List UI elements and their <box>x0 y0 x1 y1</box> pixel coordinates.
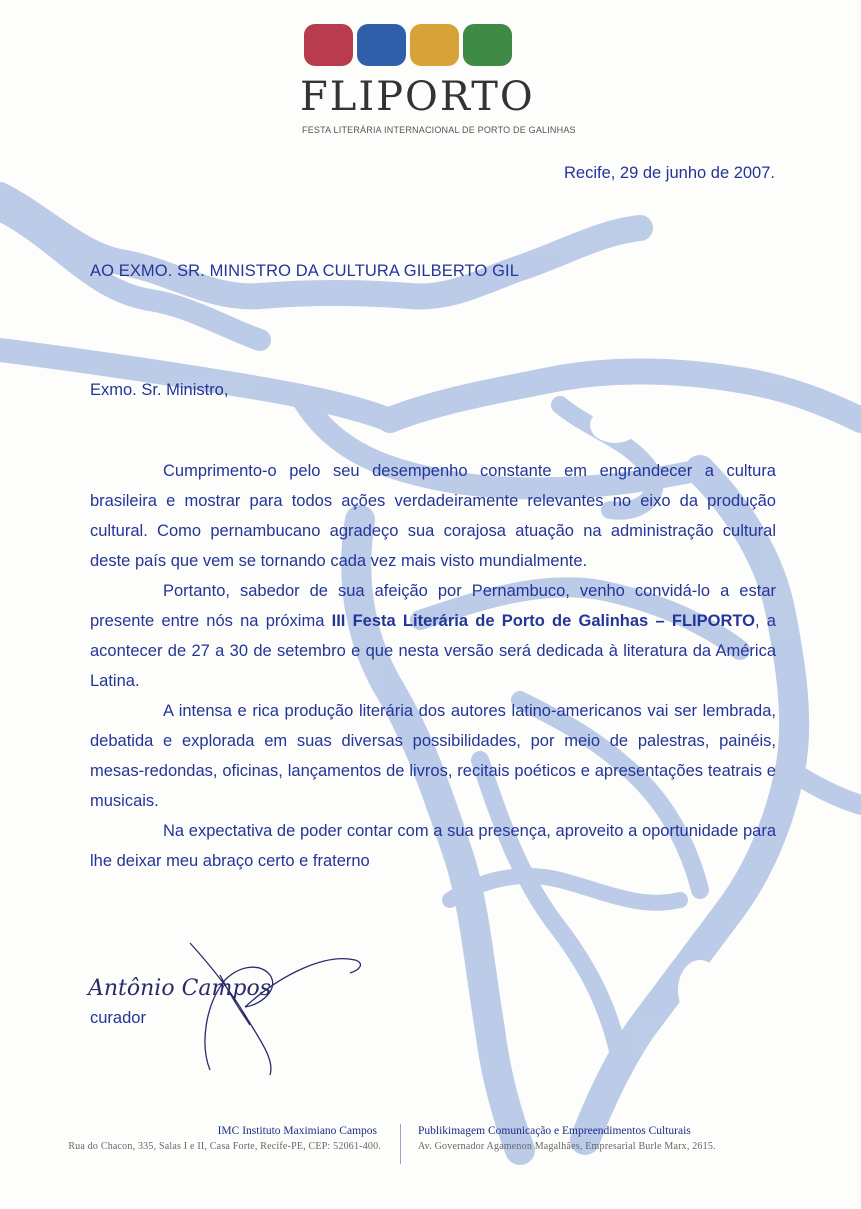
paragraph-2-rest: , a acontecer de 27 a 30 de setembro e que nesta versão será dedicada à literatura da América Latina. <box>90 612 776 690</box>
signer-name: Antônio Campos <box>88 976 272 1001</box>
logo-subtitle: FESTA LITERÁRIA INTERNACIONAL DE PORTO DE GALINHAS <box>302 125 576 135</box>
logo-tile-yellow <box>410 24 459 66</box>
map-lake-4 <box>678 960 722 1020</box>
logo-color-tiles <box>304 24 512 66</box>
map-lake-1 <box>590 407 640 443</box>
letter-date: Recife, 29 de junho de 2007. <box>564 164 775 182</box>
footer-imc-name: IMC Instituto Maximiano Campos <box>217 1125 377 1137</box>
logo-tile-blue <box>357 24 406 66</box>
handwritten-signature <box>150 935 370 1080</box>
footer-publikimagem-address: Av. Governador Agamenon Magalhães, Empresarial Burle Marx, 2615. <box>418 1141 716 1152</box>
letter-paragraph-2 <box>90 576 776 696</box>
logo-tile-green <box>463 24 512 66</box>
footer-divider <box>400 1124 401 1164</box>
signer-role: curador <box>90 1009 146 1027</box>
map-coast-southeast <box>790 770 861 805</box>
footer-imc-address: Rua do Chacon, 335, Salas I e II, Casa Forte, Recife-PE, CEP: 52061-400. <box>68 1141 381 1152</box>
letter-paragraph-1: Cumprimento-o pelo seu desempenho constante em engrandecer a cultura brasileira e mostrar para todos ações verdadeiramente relevantes no eixo da produção cultural. Como pernambucano agradeço sua corajosa atuação na administração cultural deste país que vem se tornando cada vez mais visto mundialmente. <box>90 462 776 570</box>
logo-tile-red <box>304 24 353 66</box>
letter-paragraph-3: A intensa e rica produção literária dos autores latino-americanos vai ser lembrada, debatida e explorada em suas diversas possibilidades, por meio de palestras, painéis, mesas-redondas, oficinas, lançamentos de livros, recitais poéticos e apresentações teatrais e musicais. <box>90 702 776 810</box>
letter-salutation: Exmo. Sr. Ministro, <box>90 381 229 399</box>
letter-paragraph-4: Na expectativa de poder contar com a sua presença, aproveito a oportunidade para lhe deixar meu abraço certo e fraterno <box>90 822 776 870</box>
letter-addressee: AO EXMO. SR. MINISTRO DA CULTURA GILBERTO GIL <box>90 262 520 280</box>
footer-publikimagem-name: Publikimagem Comunicação e Empreendimentos Culturais <box>418 1125 691 1137</box>
letter-body <box>90 456 776 876</box>
footer-imc <box>68 1125 381 1152</box>
fliporto-logo <box>300 24 576 144</box>
footer-publikimagem <box>418 1125 716 1152</box>
logo-wordmark: FLIPORTO <box>300 74 535 120</box>
paragraph-2-intro: Portanto, sabedor de sua afeição por Pernambuco, venho convidá-lo a estar presente entre nós na próxima <box>90 582 776 630</box>
festival-name: III Festa Literária de Porto de Galinhas – FLIPORTO <box>331 612 755 630</box>
